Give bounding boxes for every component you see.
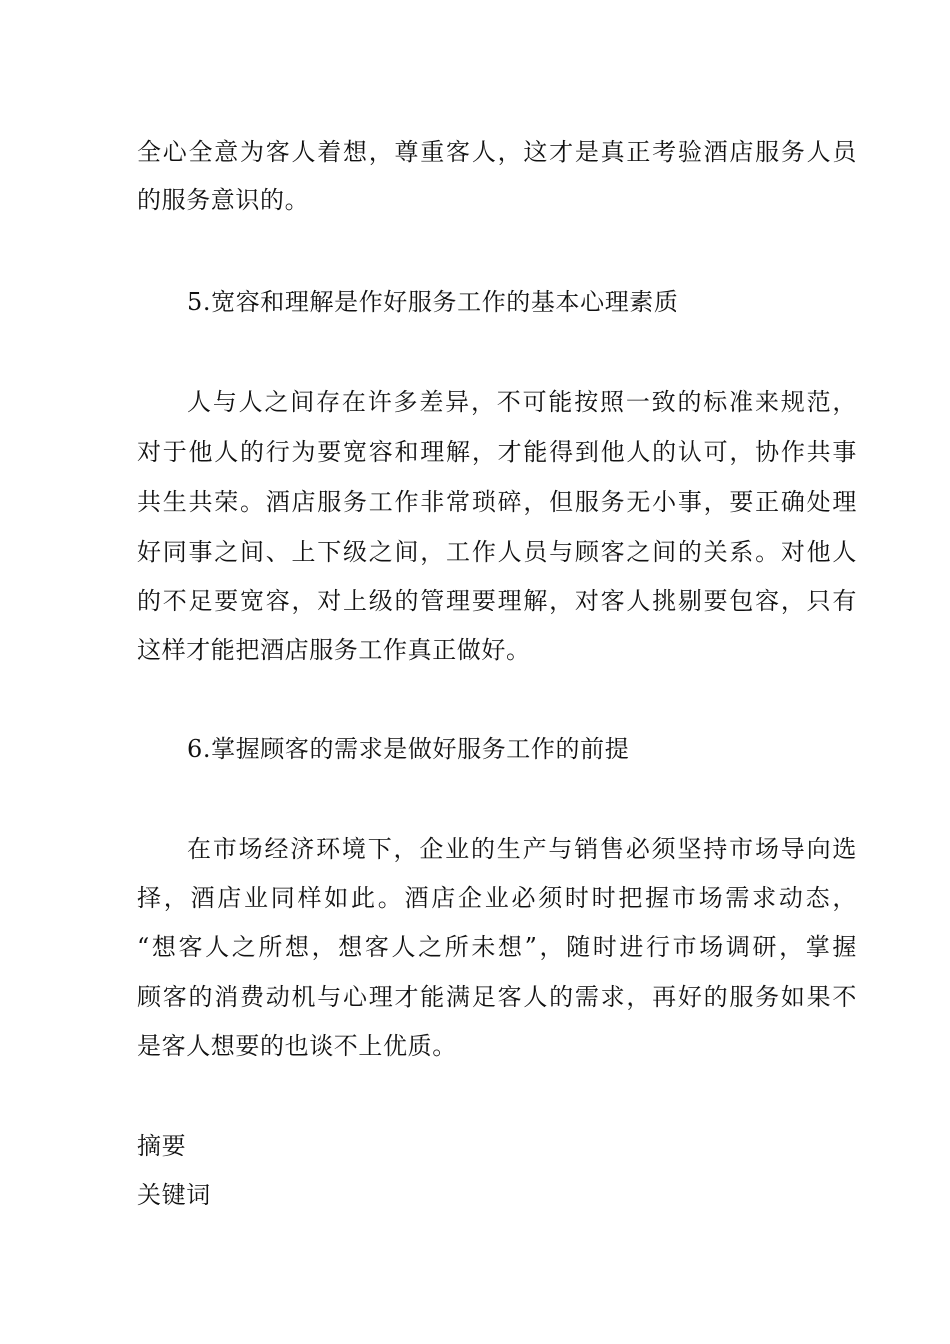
keywords-label: 关键词 bbox=[137, 1181, 211, 1209]
paragraph-3-line-1: 在市场经济环境下，企业的生产与销售必须坚持市场导向选 bbox=[187, 835, 857, 863]
paragraph-2-line-3: 共生共荣。酒店服务工作非常琐碎，但服务无小事，要正确处理 bbox=[137, 488, 857, 516]
paragraph-3-line-2: 择，酒店业同样如此。酒店企业必须时时把握市场需求动态， bbox=[137, 884, 857, 912]
paragraph-2-line-5: 的不足要宽容，对上级的管理要理解，对客人挑剔要包容，只有 bbox=[137, 587, 857, 615]
paragraph-2-line-2: 对于他人的行为要宽容和理解，才能得到他人的认可，协作共事 bbox=[137, 438, 857, 466]
paragraph-3-line-4: 顾客的消费动机与心理才能满足客人的需求，再好的服务如果不 bbox=[137, 983, 857, 1011]
paragraph-3-line-5: 是客人想要的也谈不上优质。 bbox=[137, 1032, 457, 1060]
paragraph-3-line-3: “想客人之所想，想客人之所未想”，随时进行市场调研，掌握 bbox=[137, 933, 857, 961]
paragraph-2-line-6: 这样才能把酒店服务工作真正做好。 bbox=[137, 636, 531, 664]
paragraph-1-line-2: 的服务意识的。 bbox=[137, 186, 310, 214]
section-heading-6: 6.掌握顾客的需求是做好服务工作的前提 bbox=[187, 735, 630, 763]
section-heading-5: 5.宽容和理解是作好服务工作的基本心理素质 bbox=[187, 288, 679, 316]
paragraph-1-line-1: 全心全意为客人着想，尊重客人，这才是真正考验酒店服务人员 bbox=[137, 138, 857, 166]
paragraph-2-line-4: 好同事之间、上下级之间，工作人员与顾客之间的关系。对他人 bbox=[137, 538, 857, 566]
abstract-label: 摘要 bbox=[137, 1132, 187, 1160]
paragraph-2-line-1: 人与人之间存在许多差异，不可能按照一致的标准来规范， bbox=[187, 388, 857, 416]
